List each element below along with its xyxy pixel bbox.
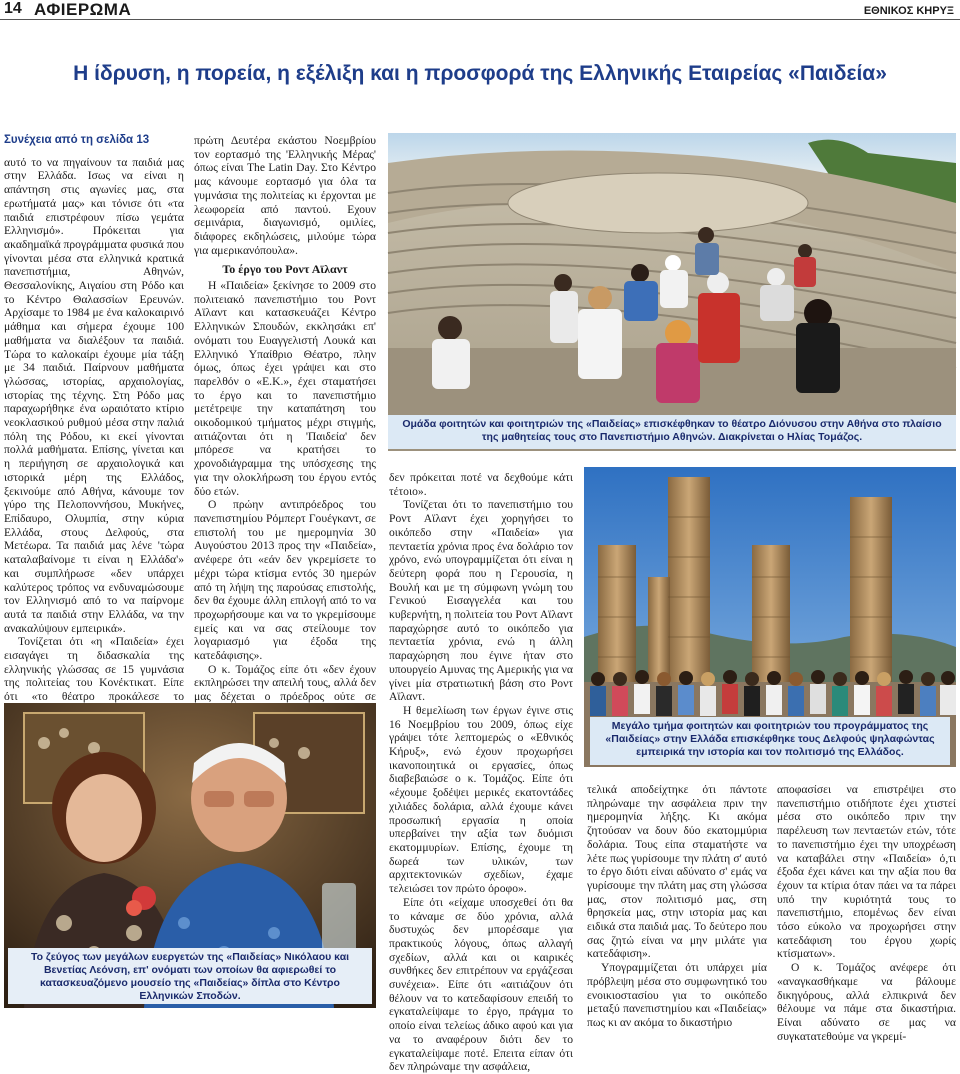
paragraph: Υπογραμμίζεται ότι υπάρχει μία πρόβλεψη μέσα στο συμφωνητικό του ενοικιοστασίου για το οικόπεδο μεταξύ πανεπιστημίου και «Παιδείας» πως κι αν ακόμα το δικαστήριο (587, 961, 767, 1029)
article-column-2 (194, 134, 376, 704)
paragraph: πρώτη Δευτέρα εκάστου Νοεμβρίου τον εορτασμό της 'Ελληνικής Μέρας' όπως είναι The Latin Day. Στο Κέντρο μας κάνουμε εορτασμό για όλα τα γυμνάσια της πολιτείας κι έρχονται με λεωφορεία από παντού. Εχουν σεμινάρια, διαγωνισμό, ομιλίες, διάφορες εκδηλώσεις, μιλούμε τώρα για αμερικανόπουλα». (194, 134, 376, 257)
continued-note: Συνέχεια από τη σελίδα 13 (4, 134, 150, 146)
article-column-4 (587, 783, 767, 1029)
paragraph: Είπε ότι «είχαμε υποσχεθεί ότι θα το κάναμε σε δύο χρόνια, αλλά δυστυχώς δεν μπορέσαμε για πρακτικούς λόγους, όπως αλλαγή σχεδίων, αλλά και οι καιρικές συνθήκες δεν επιτρέπουν να εργάζεσαι συνέχεια». Είπε ότι «αιτιάζουν ότι θέλουν να το κατεδαφίσουν επειδή το εγκαταλείψαμε το έργο, πράγμα το οποίο είναι τελείως άδικο αφού και για να το αναφέρουν διότι δεν το εγκαταλείψαμε ποτέ. Επειτα είπαν ότι δεν πληρώναμε την ασφάλεια, (389, 895, 573, 1074)
article-column-3 (389, 471, 573, 1074)
article-column-5 (777, 783, 956, 1043)
section-title: ΑΦΙΕΡΩΜΑ (34, 0, 132, 19)
paragraph: Ο κ. Τομάζος ανέφερε ότι «αναγκασθήκαμε να βάλουμε δικηγόρους, αλλά ελπικρινά δεν θέλουμε να πάμε στα δικαστήρια. Είναι αδύνατο σε μας να συγκατατεθούμε να γκρεμί- (777, 961, 956, 1043)
page-number: 14 (4, 0, 22, 17)
paragraph: Η «Παιδεία» ξεκίνησε το 2009 στο πολιτειακό πανεπιστήμιο του Ροντ Αϊλαντ και κατασκευάζει Κέντρο Ελληνικών Σπουδών, εκκλησάκι επ' ονόματι του Ευαγγελιστή Λουκά και Ελληνικό Υπαίθριο Θέατρο, πλην όμως, όπως έχει γράψει και στο παρελθόν ο «Ε.Κ.», έχει σταματήσει το έργο και το πανεπιστήμιο μετέτρεψε την καταπάτηση του οικοδομικού τμήματος μέχρι στιγμής, αιτιάζονται ότι η 'Παιδεία' δεν μπόρεσε να κρατήσει το χρονοδιάγραμμα της υπόσχεσης της για την ολοκλήρωση του έργου εντός δύο ετών. (194, 279, 376, 498)
couple-photo-caption: Το ζεύγος των μεγάλων ευεργετών της «Παιδείας» Νικόλαου και Βενετίας Λεόνση, επ' ονόματι των οποίων θα αφιερωθεί το κατασκευαζόμενο μουσείο της «Παιδείας» δίπλα στο Κέντρο Ελληνικών Σποδών. (8, 948, 372, 1004)
article-headline: Η ίδρυση, η πορεία, η εξέλιξη και η προσφορά της Ελληνικής Εταιρείας «Παιδεία» (73, 62, 887, 85)
page-header (0, 0, 960, 20)
paragraph: Ο πρώην αντιπρόεδρος του πανεπιστημίου Ρόμπερτ Γουέγκαντ, σε επιστολή του με ημερομηνία 30 Αυγούστου 2013 προς την «Παιδεία», ανέφερε ότι «εάν δεν γκρεμίσετε το μέχρι τώρα κτίσμα εντός 30 ημερών από τη λήψη της παρούσας επιστολής, δεν θα έχουμε άλλη επιλογή από το να προχωρήσουμε και να το γκρεμίσουμε εμείς και να σας στείλουμε τον λογαριασμό για έξοδα της κατεδάφισης». (194, 498, 376, 663)
paragraph: Ο κ. Τομάζος είπε ότι «δεν έχουν εκπληρώσει την απειλή τους, αλλά δεν μας δέχεται ο πρόεδρος ούτε σε (194, 662, 376, 704)
delphi-photo-caption: Μεγάλο τμήμα φοιτητών και φοιτητριών του προγράμματος της «Παιδείας» στην Ελλάδα επισκέφθηκε τους Δελφούς ψηλαφώντας εμπειρικά την ιστορία και τον πολιτισμό της Ελλάδος. (590, 717, 950, 765)
theater-photo-caption: Ομάδα φοιτητών και φοιτητριών της «Παιδείας» επισκέφθηκαν το θέατρο Διόνυσου στην Αθήνα στο πλαίσιο της μαθητείας τους στο Πανεπιστήμιο Αθηνών. Διακρίνεται ο Ηλίας Τομάζος. (388, 415, 956, 449)
paragraph: Τονίζεται ότι το πανεπιστήμιο του Ροντ Αϊλαντ έχει χορηγήσει το οικόπεδο στην «Παιδεία» για πενταετία χρόνια προς ένα δολάριο τον χρόνο, ενώ υπογραμμίζεται ότι είναι η δεύτερη φορά που η Γερουσία, η Βουλή και με τη σύμφωνη γνώμη του Γενικού Εισαγγελέα και του κυβερνήτη, η πολιτεία του Ροντ Αϊλαντ παραχώρησε αυτό το οικόπεδο για πενταετία χρόνια, ενώ η άλλη παραχώρηση που έγινε ήταν στο υπουργείο Αμυνας της Αμερικής για να γίνει μία στρατιωτική βάση στο Ροντ Αϊλαντ. (389, 498, 573, 704)
paragraph: Τονίζεται ότι «η «Παιδεία» έχει εισαγάγει τη διδασκαλία της ελληνικής γλώσσας σε 15 γυμνάσια της πολιτείας του Κονέκτικατ. Είπε ότι «το θέατρο προκάλεσε το (4, 635, 184, 704)
paragraph: Η θεμελίωση των έργων έγινε στις 16 Νοεμβρίου του 2009, όπως είχε γράψει τότε λεπτομερώς ο «Εθνικός Κήρυξ», ενώ έχουν προχωρήσει ικανοποιητικά οι εργασίες, όπως διαβεβαιώσε ο κ. Τομάζος. Είπε ότι «έχουμε ξοδέψει μερικές εκατοντάδες χιλιάδες δολάρια, αλλά έχουμε κάνει προσωπική εργασία η οποία υπερβαίνει την αξία των δυόμισι εκατομμυρίων. Επίσης, έχουμε τη δωρεά των υλικών, των αρχιτεκτονικών σχεδίων, έχαμε τελειώσει τον πρώτο όροφο». (389, 703, 573, 896)
paragraph: αυτό το να πηγαίνουν τα παιδιά μας στην Ελλάδα. Ισως να είναι η απάντηση στις αγωνίες μας, στα ερωτήματά μας» και τόνισε ότι «τα παιδιά επιστρέφουν πίσω γεμάτα Ελληνισμό». Πρόκειται για ακαδημαϊκά προγράμματα φυσικά που γίνονται μέσα στα ελληνικά κρατικά πανεπιστήμια, Αθηνών, Θεσσαλονίκης, Αιγαίου στη Ρόδο και το Κέντρο Θαλασσίων Ερευνών. Αρχίσαμε το 1984 με ένα καλοκαιρινό μάθημα και σήμερα έχουμε 100 μαθήματα να διαλέξουν τα παιδιά. Τώρα το καλοκαίρι έχουμε μία τάξη με 34 παιδιά. Παίρνουν μαθήματα γλώσσας, ιστορίας, αρχαιολογίας, ιστορίας της τέχνης. Στη Ρόδο μας παραχωρήθηκε ένα ωραιότατο κτίριο νεοκλασικού ρυθμού μέσα στην παλιά πόλη της Ρόδου, κι εκεί γίνονται πολλά μαθήματα. Επίσης, γίνεται και η περιήγηση σε αρχαιολογικά και ιστορικά μέρη της Ελλάδος, ξεκινούμε από Αθήνα, κάνουμε τον γύρο της Πελοποννήσου, Μυκήνες, Επίδαυρο, Ολυμπία, στην κύρια Ελλάδα, στους Δελφούς, στα Μετέωρα. Τα παιδιά μας λένε 'τώρα καταλαβαίνομε τι είναι η Ελλάδα'» και συμπλήρωσε «δεν υπάρχει καλύτερος τρόπος να ενδυναμώσουμε τον Ελληνισμό από το να παίρνομε αυτά τα παιδιά στην Ελλάδα, να την ανακαλύψουν εμπειρικά». (4, 155, 184, 635)
paragraph: αποφασίσει να επιστρέψει στο πανεπιστήμιο οτιδήποτε έχει χτιστεί μέσα στο οικόπεδο πριν την παρέλευση των πενταετών ετών, τότε το πανεπιστήμιο έχει την υποχρέωση να καταβάλει στην «Παιδεία» ό,τι έξοδα έχει κάνει και την αξία που θα έχουν τα κτίρια όταν πάει να τα πάρει υπό την κυριότητά τους το πανεπιστήμιο, επομένως δεν είναι τόσο εύκολο να προχωρήσει στην κατεδάφιση του έργου χωρίς κτίσματων». (777, 783, 956, 961)
paragraph: δεν πρόκειται ποτέ να δεχθούμε κάτι τέτοιο». (389, 471, 573, 498)
subheading: Το έργο του Ροντ Αϊλαντ (222, 262, 348, 277)
theater-image (388, 133, 956, 451)
newspaper-name: ΕΘΝΙΚΟΣ ΚΗΡΥΞ (863, 5, 954, 17)
paragraph: τελικά αποδείχτηκε ότι πάντοτε πληρώναμε την ασφάλεια πριν την ημερομηνία λήξης. Κι ακόμα ζητούσαν να δουν δύο εκατομμύρια δολάρια. Τους είπα σταματήστε να λέτε πως γυρίσουμε την πλάτη σ' αυτό το έργο διότι είναι αδύνατο σ' εμάς να γυρίσουμε την πλάτη μας στη γλώσσα μας, στον πολιτισμό μας, στη θρησκεία μας, στην ιστορία μας και ειδικά στα παιδιά μας. Το δεύτερο που σας ζητώ είναι να μην μιλάτε για κατεδάφιση». (587, 783, 767, 961)
article-column-1 (4, 134, 184, 704)
theater-photo (388, 133, 956, 451)
